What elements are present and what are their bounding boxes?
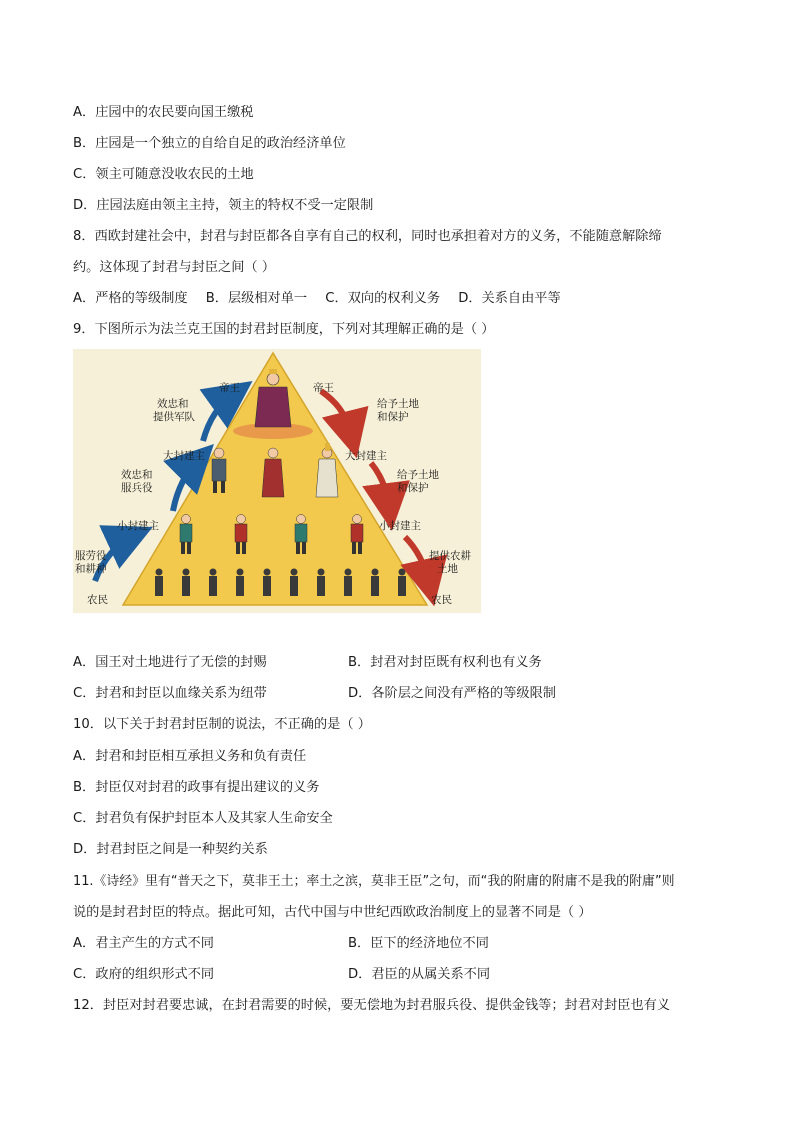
label-left-loyalty-1b: 提供军队 (153, 411, 195, 423)
label-right-emperor: 帝王 (313, 382, 334, 394)
q7-option-d: D．庄园法庭由领主主持，领主的特权不受一定限制 (73, 198, 374, 213)
label-right-great-lord: 大封建主 (345, 450, 387, 462)
label-right-land-2b: 和保护 (397, 482, 429, 494)
label-right-lesser-lord: 小封建主 (379, 520, 421, 532)
q8-option-a: A．严格的等级制度 (73, 291, 188, 306)
label-right-farmland-b: 土地 (437, 563, 458, 575)
label-right-land-1b: 和保护 (377, 411, 409, 423)
q8-option-d: D．关系自由平等 (458, 291, 561, 306)
label-left-loyalty-1a: 效忠和 (157, 398, 189, 410)
q8-options-row (73, 290, 575, 308)
q11-stem-line1: 11.《诗经》里有“普天之下，莫非王土；率土之滨，莫非王臣”之句，而“我的附庸的附庸不是我的附庸”则 (73, 874, 675, 889)
q11-option-a: A．君主产生的方式不同 (73, 936, 214, 951)
q9-option-a: A．国王对土地进行了无偿的封赐 (73, 655, 267, 670)
q7-option-b: B．庄园是一个独立的自给自足的政治经济单位 (73, 136, 346, 151)
q8-option-c: C．双向的权利义务 (325, 291, 441, 306)
q10-option-d: D．封君封臣之间是一种契约关系 (73, 842, 268, 857)
q11-stem-line2: 说的是封君封臣的特点。据此可知，古代中国与中世纪西欧政治制度上的显著不同是（ ） (73, 905, 592, 920)
label-left-labor-b: 和耕种 (75, 563, 107, 575)
q11-option-d: D．君臣的从属关系不同 (348, 967, 491, 982)
q9-option-b: B．封君对封臣既有权利也有义务 (348, 655, 542, 670)
q10-option-a: A．封君和封臣相互承担义务和负有责任 (73, 749, 307, 764)
q11-option-b: B．臣下的经济地位不同 (348, 936, 489, 951)
q8-stem-line1: 8．西欧封建社会中，封君与封臣都各自享有自己的权利，同时也承担着对方的义务，不能随意解除缔 (73, 229, 662, 244)
q9-stem: 9．下图所示为法兰克王国的封君封臣制度，下列对其理解正确的是（ ） (73, 322, 495, 337)
feudal-pyramid-figure (73, 349, 481, 613)
q7-option-c: C．领主可随意没收农民的土地 (73, 167, 254, 182)
label-left-emperor: 帝王 (219, 382, 240, 394)
q10-option-c: C．封君负有保护封臣本人及其家人生命安全 (73, 811, 333, 826)
label-right-farmland-a: 提供农耕 (429, 550, 471, 562)
q8-option-b: B．层级相对单一 (205, 291, 308, 306)
label-left-loyalty-2b: 服兵役 (121, 482, 153, 494)
label-left-loyalty-2a: 效忠和 (121, 469, 153, 481)
q10-stem: 10．以下关于封君封臣制的说法，不正确的是（ ） (73, 717, 371, 732)
label-right-land-2a: 给予土地 (397, 469, 439, 481)
label-left-peasant: 农民 (87, 594, 108, 606)
label-right-peasant: 农民 (431, 594, 452, 606)
q10-option-b: B．封臣仅对封君的政事有提出建议的义务 (73, 780, 320, 795)
q8-stem-line2: 约。这体现了封君与封臣之间（ ） (73, 260, 276, 275)
q11-option-c: C．政府的组织形式不同 (73, 967, 215, 982)
q9-option-d: D．各阶层之间没有严格的等级限制 (348, 686, 556, 701)
q9-option-c: C．封君和封臣以血缘关系为纽带 (73, 686, 267, 701)
q12-stem-line1: 12．封臣对封君要忠诚，在封君需要的时候，要无偿地为封君服兵役、提供金钱等；封君对封臣也有义 (73, 998, 671, 1013)
label-left-great-lord: 大封建主 (163, 450, 205, 462)
label-left-lesser-lord: 小封建主 (117, 520, 159, 532)
label-left-labor-a: 服劳役 (75, 550, 107, 562)
label-right-land-1a: 给予土地 (377, 398, 419, 410)
feudal-pyramid-svg (73, 349, 481, 613)
q7-option-a: A．庄园中的农民要向国王缴税 (73, 105, 254, 120)
